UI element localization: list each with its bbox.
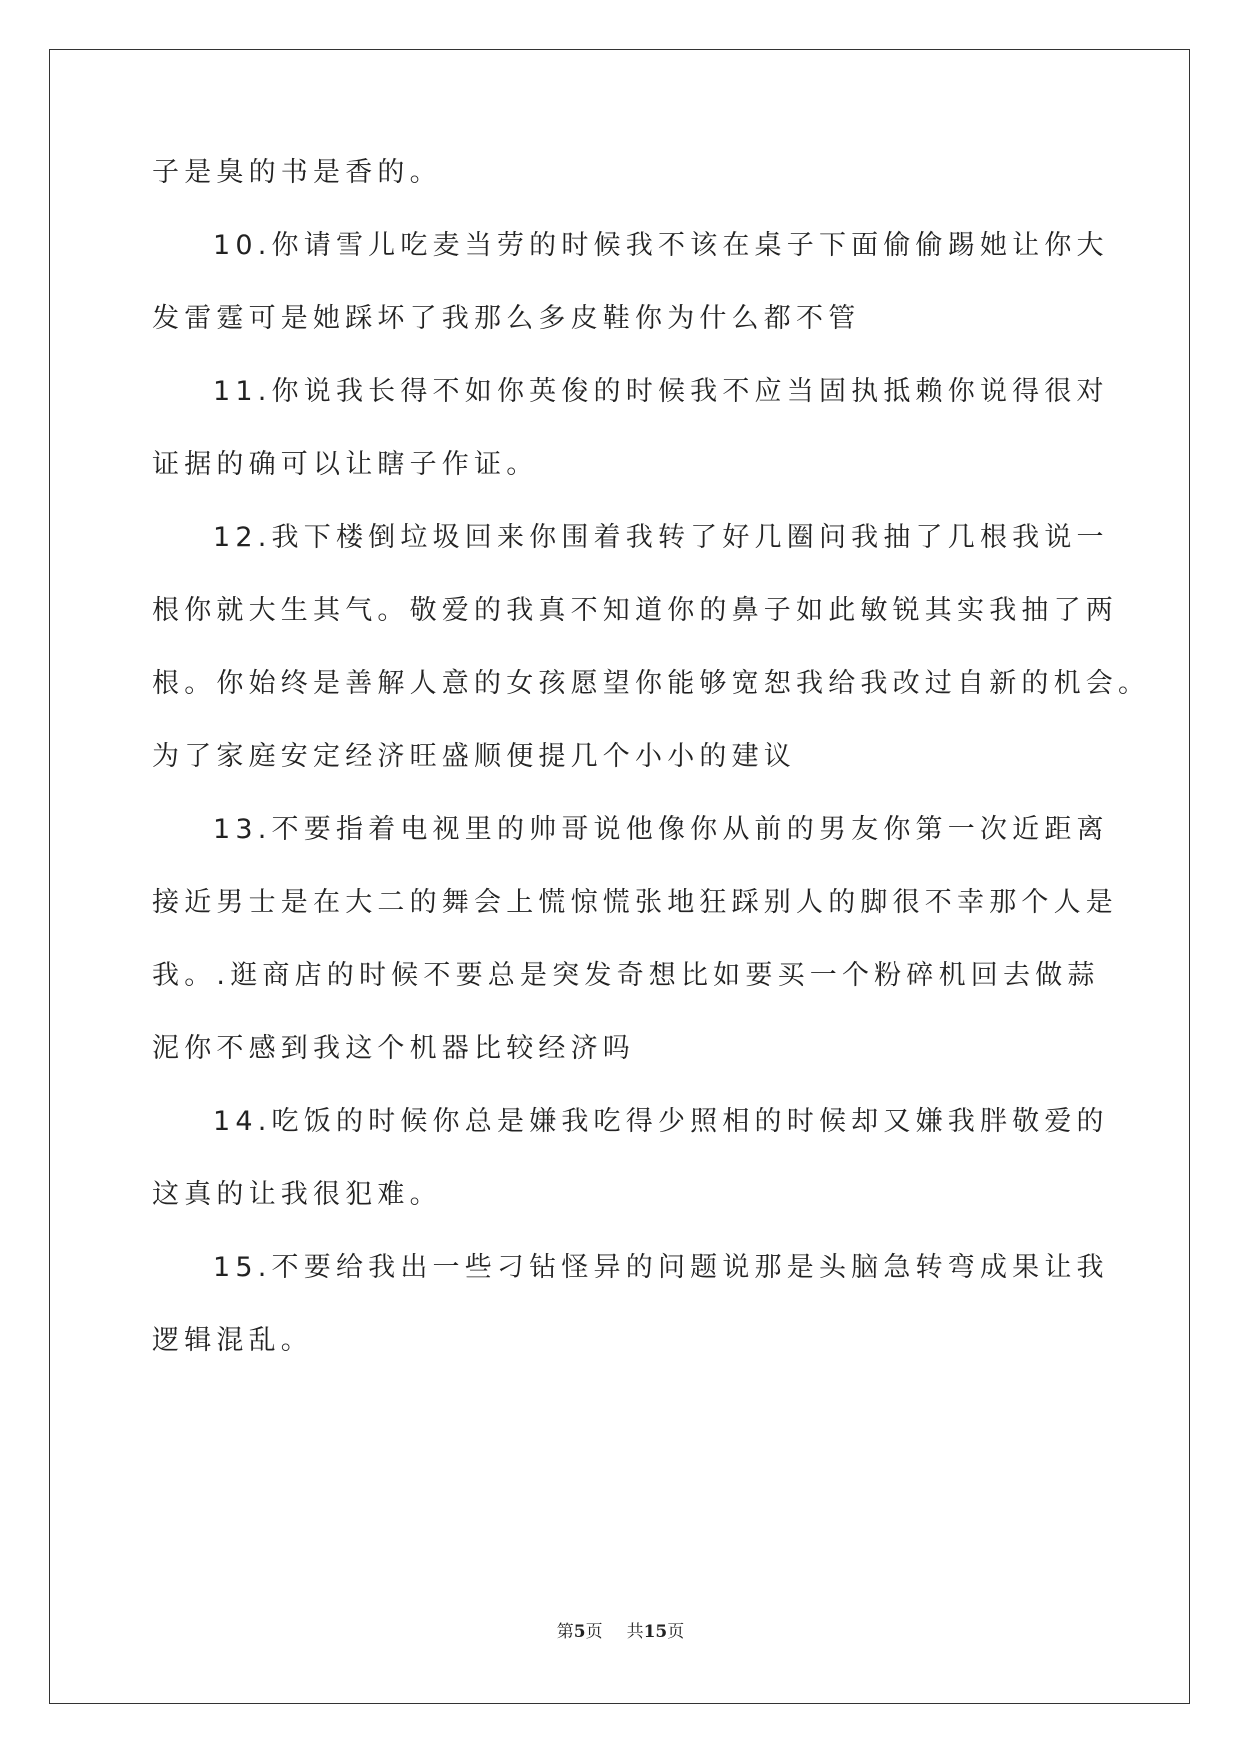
text-line: 证据的确可以让瞎子作证。 <box>152 449 539 480</box>
text-line: 11.你说我长得不如你英俊的时候我不应当固执抵赖你说得很对 <box>213 376 1109 407</box>
page-label-prefix: 第 <box>556 1622 574 1642</box>
text-line: 子是臭的书是香的。 <box>152 157 442 188</box>
text-line: 发雷霆可是她踩坏了我那么多皮鞋你为什么都不管 <box>152 303 861 334</box>
text-line: 为了家庭安定经济旺盛顺便提几个小小的建议 <box>152 741 796 772</box>
text-line: 12.我下楼倒垃圾回来你围着我转了好几圈问我抽了几根我说一 <box>213 522 1109 553</box>
page-footer <box>0 1620 1241 1644</box>
text-line: 根。你始终是善解人意的女孩愿望你能够宽恕我给我改过自新的机会。 <box>152 668 1151 699</box>
total-label-prefix: 共 <box>626 1622 644 1642</box>
page-border <box>49 49 1190 1704</box>
total-pages: 15 <box>643 1622 668 1642</box>
text-line: 我。.逛商店的时候不要总是突发奇想比如要买一个粉碎机回去做蒜 <box>152 960 1100 991</box>
text-line: 这真的让我很犯难。 <box>152 1179 442 1210</box>
text-line: 10.你请雪儿吃麦当劳的时候我不该在桌子下面偷偷踢她让你大 <box>213 230 1109 261</box>
text-line: 14.吃饭的时候你总是嫌我吃得少照相的时候却又嫌我胖敬爱的 <box>213 1106 1109 1137</box>
text-line: 13.不要指着电视里的帅哥说他像你从前的男友你第一次近距离 <box>213 814 1109 845</box>
page-number: 5 <box>573 1622 586 1642</box>
text-line: 泥你不感到我这个机器比较经济吗 <box>152 1033 635 1064</box>
page-label-suffix: 页 <box>585 1622 603 1642</box>
text-line: 15.不要给我出一些刁钻怪异的问题说那是头脑急转弯成果让我 <box>213 1252 1109 1283</box>
text-line: 逻辑混乱。 <box>152 1325 313 1356</box>
total-label-suffix: 页 <box>667 1622 685 1642</box>
text-line: 根你就大生其气。敬爱的我真不知道你的鼻子如此敏锐其实我抽了两 <box>152 595 1118 626</box>
text-line: 接近男士是在大二的舞会上慌惊慌张地狂踩别人的脚很不幸那个人是 <box>152 887 1118 918</box>
